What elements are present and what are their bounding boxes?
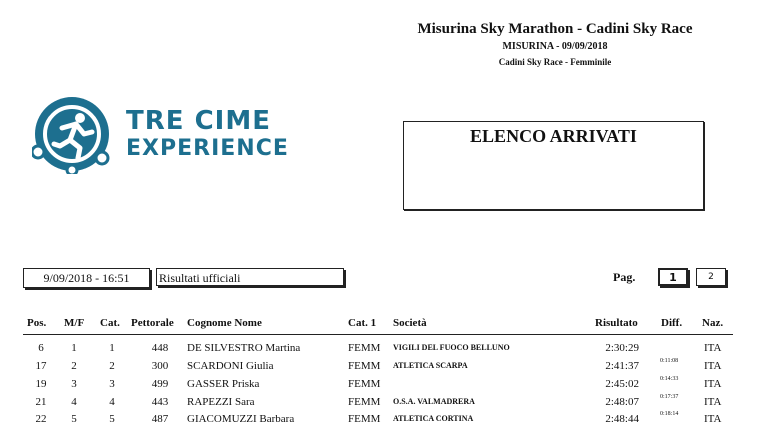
- cell-bib: 499: [151, 378, 169, 390]
- cell-club: VIGILI DEL FUOCO BELLUNO: [393, 343, 510, 352]
- logo-text-line2: EXPERIENCE: [126, 136, 289, 161]
- table-row: [23, 360, 733, 378]
- col-cat: Cat.: [100, 317, 120, 329]
- race-category: Cadini Sky Race - Femminile: [498, 57, 612, 67]
- page-label: Pag.: [613, 270, 636, 284]
- cell-diff: 0:14:33: [660, 376, 679, 382]
- cell-name: GASSER Priska: [187, 378, 260, 390]
- cell-bib: 300: [151, 360, 169, 372]
- cell-diff: 0:17:37: [660, 394, 679, 400]
- cell-pos: 22: [35, 413, 47, 425]
- cell-pos: 17: [35, 360, 47, 372]
- cell-diff: 0:18:14: [660, 411, 679, 417]
- cell-name: GIACOMUZZI Barbara: [187, 413, 295, 425]
- cell-bib: 443: [151, 396, 169, 408]
- event-title: Misurina Sky Marathon - Cadini Sky Race: [417, 21, 693, 37]
- cell-time: 2:45:02: [605, 378, 639, 390]
- cell-mf: 1: [71, 342, 77, 354]
- table-row: [23, 413, 733, 431]
- cell-club: ATLETICA SCARPA: [393, 361, 468, 370]
- cell-time: 2:30:29: [605, 342, 639, 354]
- cell-cat: 1: [109, 342, 115, 354]
- cell-cat: 2: [109, 360, 115, 372]
- cell-cat1: FEMM: [348, 342, 381, 354]
- table-header: [23, 316, 733, 335]
- col-club: Società: [393, 317, 427, 329]
- cell-name: DE SILVESTRO Martina: [187, 342, 301, 354]
- results-status: Risultati ufficiali: [156, 268, 344, 286]
- page-1-button[interactable]: 1: [658, 268, 688, 286]
- logo-text-line1: TRE CIME: [126, 106, 271, 136]
- col-time: Risultato: [595, 317, 638, 329]
- cell-cat: 4: [109, 396, 115, 408]
- cell-nat: ITA: [704, 378, 722, 390]
- cell-cat1: FEMM: [348, 378, 381, 390]
- cell-cat: 3: [109, 378, 115, 390]
- table-row: [23, 378, 733, 396]
- cell-club: ATLETICA CORTINA: [393, 414, 474, 423]
- cell-mf: 2: [71, 360, 77, 372]
- cell-mf: 5: [71, 413, 77, 425]
- cell-name: SCARDONI Giulia: [187, 360, 274, 372]
- col-nat: Naz.: [702, 317, 724, 329]
- report-datetime: 9/09/2018 - 16:51: [23, 268, 150, 288]
- cell-pos: 19: [35, 378, 47, 390]
- col-bib: Pettorale: [131, 317, 174, 329]
- event-location-date: MISURINA - 09/09/2018: [502, 41, 608, 52]
- results-list-box: [403, 121, 704, 210]
- cell-cat1: FEMM: [348, 413, 381, 425]
- cell-bib: 487: [151, 413, 169, 425]
- results-list-title: ELENCO ARRIVATI: [470, 126, 637, 146]
- cell-mf: 4: [71, 396, 77, 408]
- cell-time: 2:48:44: [605, 413, 639, 425]
- cell-nat: ITA: [704, 396, 722, 408]
- cell-mf: 3: [71, 378, 77, 390]
- runner-logo-icon: [32, 94, 116, 174]
- cell-nat: ITA: [704, 413, 722, 425]
- cell-cat1: FEMM: [348, 396, 381, 408]
- cell-pos: 6: [38, 342, 44, 354]
- cell-nat: ITA: [704, 360, 722, 372]
- col-cat1: Cat. 1: [348, 317, 377, 329]
- table-row: [23, 342, 733, 360]
- cell-pos: 21: [35, 396, 47, 408]
- cell-name: RAPEZZI Sara: [187, 396, 255, 408]
- cell-club: O.S.A. VALMADRERA: [393, 397, 475, 406]
- col-mf: M/F: [64, 317, 85, 329]
- cell-cat: 5: [109, 413, 115, 425]
- cell-time: 2:48:07: [605, 396, 639, 408]
- col-pos: Pos.: [27, 317, 47, 329]
- cell-cat1: FEMM: [348, 360, 381, 372]
- page-2-button[interactable]: 2: [696, 268, 726, 286]
- cell-time: 2:41:37: [605, 360, 639, 372]
- cell-bib: 448: [151, 342, 169, 354]
- tre-cime-logo: [32, 94, 292, 174]
- col-name: Cognome Nome: [187, 317, 262, 329]
- cell-nat: ITA: [704, 342, 722, 354]
- table-row: [23, 396, 733, 414]
- cell-diff: 0:11:08: [660, 358, 679, 364]
- col-diff: Diff.: [661, 317, 683, 329]
